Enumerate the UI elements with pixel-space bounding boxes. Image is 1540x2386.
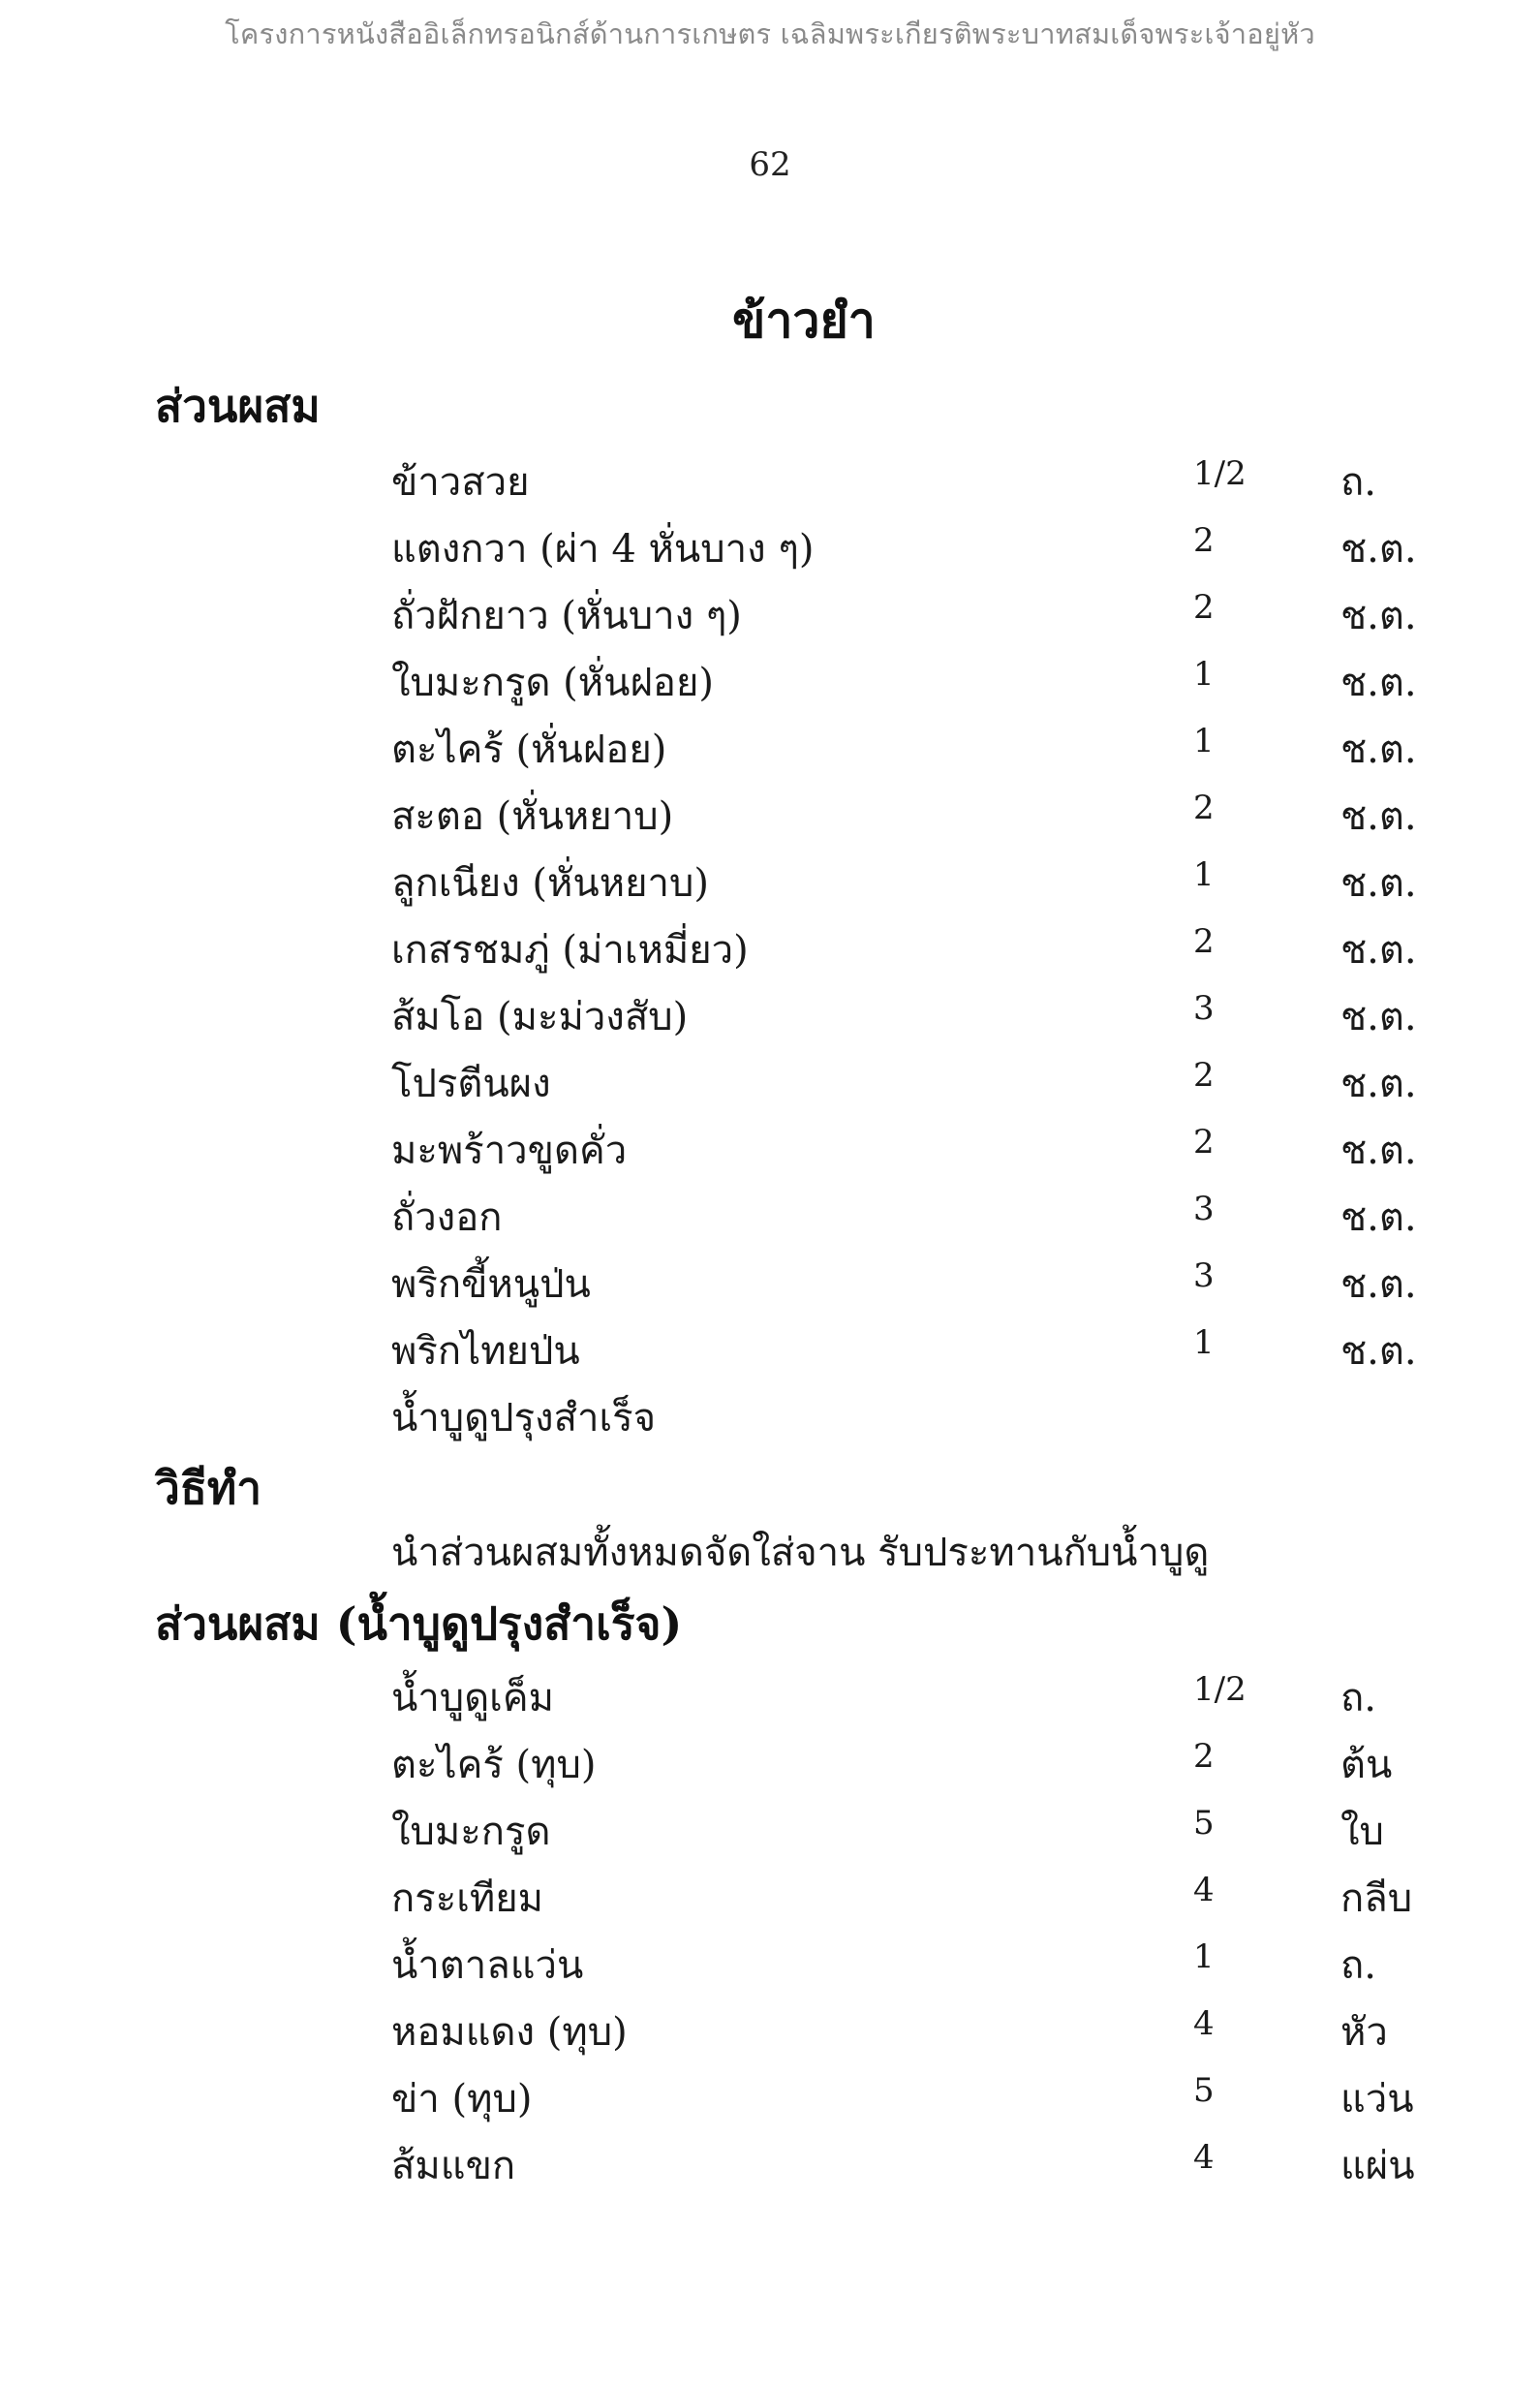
ingredient-unit: ช.ต. [1340,594,1417,638]
ingredient-row [0,985,1540,1052]
ingredient-quantity: 4 [1193,2138,1215,2177]
ingredient-unit: ช.ต. [1340,1129,1417,1173]
ingredient-name: ถั่วงอก [391,1195,503,1240]
ingredient-row [0,517,1540,584]
ingredient-row [0,1253,1540,1319]
ingredient-row [0,1319,1540,1386]
ingredient-row [0,1867,1540,1934]
ingredient-unit: ถ. [1340,1676,1376,1720]
ingredient-quantity: 1 [1193,855,1215,894]
ingredient-name: ใบมะกรูด [391,1810,551,1854]
ingredient-name: มะพร้าวขูดคั่ว [391,1129,628,1173]
ingredient-name: โปรตีนผง [391,1062,551,1106]
method-heading: วิธีทำ [155,1462,262,1514]
ingredient-unit: กลีบ [1340,1876,1413,1921]
recipe-title: ข้าวยำ [732,292,876,349]
ingredient-row [0,785,1540,852]
ingredient-row [0,2067,1540,2134]
header-project-text: โครงการหนังสืออิเล็กทรอนิกส์ด้านการเกษตร เฉลิมพระเกียรติพระบาทสมเด็จพระเจ้าอยู่หัว [225,17,1315,50]
ingredient-unit: ถ. [1340,1943,1376,1988]
ingredient-quantity: 1 [1193,1323,1215,1362]
ingredient-row [0,1386,1540,1453]
ingredient-name: ลูกเนียง (หั่นหยาบ) [391,861,710,906]
ingredient-unit: หัว [1340,2010,1388,2055]
ingredient-row [0,651,1540,718]
ingredient-unit: ช.ต. [1340,1195,1417,1240]
ingredient-unit: ช.ต. [1340,1262,1417,1307]
ingredient-row [0,584,1540,651]
ingredient-name: แตงกวา (ผ่า 4 หั่นบาง ๆ) [391,527,815,572]
ingredient-row [0,1934,1540,2000]
ingredient-row [0,450,1540,517]
ingredient-quantity: 3 [1193,1190,1215,1228]
ingredient-row [0,1119,1540,1186]
ingredient-row [0,1666,1540,1733]
ingredient-unit: ช.ต. [1340,1329,1417,1374]
ingredient-quantity: 3 [1193,1256,1215,1295]
ingredient-quantity: 1 [1193,1937,1215,1976]
ingredient-quantity: 2 [1193,1123,1215,1162]
ingredient-quantity: 1/2 [1193,1670,1247,1709]
ingredient-unit: แว่น [1340,2077,1414,2122]
ingredient-quantity: 2 [1193,521,1215,560]
method-text: นำส่วนผสมทั้งหมดจัดใส่จาน รับประทานกับน้ำบูดู [391,1531,1210,1575]
ingredient-row [0,1733,1540,1800]
ingredient-unit: ใบ [1340,1810,1384,1854]
ingredient-unit: ช.ต. [1340,995,1417,1039]
ingredient-name: น้ำบูดูเค็ม [391,1676,554,1720]
ingredient-name: พริกไทยป่น [391,1329,580,1374]
ingredient-name: น้ำบูดูปรุงสำเร็จ [391,1396,657,1441]
ingredient-row [0,2134,1540,2201]
page-number: 62 [749,145,791,184]
ingredient-name: ตะไคร้ (หั่นฝอย) [391,728,667,772]
ingredient-name: หอมแดง (ทุบ) [391,2010,628,2055]
ingredient-name: เกสรชมภู่ (ม่าเหมี่ยว) [391,928,749,973]
ingredient-row [0,1800,1540,1867]
ingredient-row [0,2000,1540,2067]
ingredient-name: ส้มแขก [391,2144,516,2188]
ingredient-name: ข้าวสวย [391,460,530,505]
ingredient-row [0,718,1540,785]
ingredient-quantity: 5 [1193,1804,1215,1843]
ingredient-quantity: 4 [1193,2004,1215,2043]
ingredient-unit: ช.ต. [1340,861,1417,906]
ingredient-unit: ช.ต. [1340,1062,1417,1106]
ingredient-row [0,918,1540,985]
ingredient-quantity: 5 [1193,2071,1215,2110]
ingredient-row [0,1052,1540,1119]
ingredient-unit: ถ. [1340,460,1376,505]
ingredients-heading: ส่วนผสม [155,380,321,432]
ingredient-quantity: 2 [1193,789,1215,827]
ingredient-unit: แผ่น [1340,2144,1415,2188]
ingredient-unit: ช.ต. [1340,661,1417,705]
ingredient-name: พริกขี้หนูป่น [391,1262,591,1307]
ingredient-name: น้ำตาลแว่น [391,1943,584,1988]
ingredient-quantity: 4 [1193,1871,1215,1909]
ingredient-name: ข่า (ทุบ) [391,2077,533,2122]
ingredient-name: ใบมะกรูด (หั่นฝอย) [391,661,714,705]
ingredient-name: ถั่วฝักยาว (หั่นบาง ๆ) [391,594,742,638]
ingredient-quantity: 2 [1193,1737,1215,1776]
ingredient-quantity: 3 [1193,989,1215,1028]
ingredient-name: กระเทียม [391,1876,544,1921]
ingredient-quantity: 2 [1193,922,1215,961]
ingredient-unit: ช.ต. [1340,928,1417,973]
ingredient-quantity: 1 [1193,655,1215,694]
ingredient-row [0,852,1540,918]
ingredient-name: ตะไคร้ (ทุบ) [391,1743,597,1787]
ingredient-unit: ช.ต. [1340,794,1417,839]
ingredient-quantity: 1 [1193,722,1215,760]
ingredient-name: สะตอ (หั่นหยาบ) [391,794,674,839]
ingredient-name: ส้มโอ (มะม่วงสับ) [391,995,689,1039]
ingredient-row [0,1186,1540,1253]
ingredient-unit: ต้น [1340,1743,1393,1787]
ingredient-unit: ช.ต. [1340,527,1417,572]
sauce-ingredients-heading: ส่วนผสม (น้ำบูดูปรุงสำเร็จ) [155,1597,683,1650]
ingredient-quantity: 2 [1193,588,1215,627]
ingredient-unit: ช.ต. [1340,728,1417,772]
ingredient-quantity: 1/2 [1193,454,1247,493]
ingredient-quantity: 2 [1193,1056,1215,1095]
